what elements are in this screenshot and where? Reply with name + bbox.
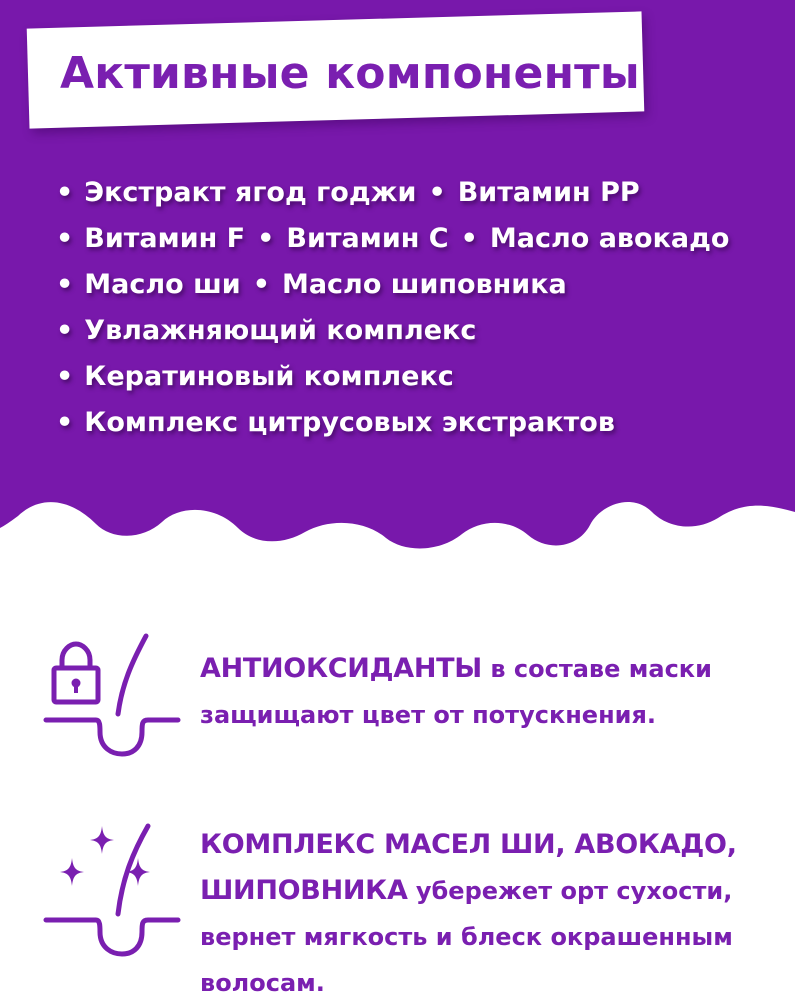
ingredient-line <box>56 308 729 354</box>
feature-highlight: АНТИОКСИДАНТЫ <box>200 653 482 684</box>
ingredient-line <box>56 216 729 262</box>
page-title: Активные компоненты <box>60 48 640 99</box>
feature-line <box>200 692 712 738</box>
feature-body: в составе маски <box>481 655 712 683</box>
ingredient-line <box>56 400 729 446</box>
ingredient-item: Комплекс цитрусовых экстрактов <box>84 407 615 438</box>
ingredient-item: Масло шиповника <box>281 269 567 300</box>
feature-text <box>200 822 737 1006</box>
feature-body: защищают цвет от потускнения. <box>200 701 657 729</box>
ingredient-item: Кератиновый комплекс <box>84 361 454 392</box>
ingredient-item: Масло авокадо <box>489 223 730 254</box>
feature-text <box>200 646 712 738</box>
bullet-icon: • <box>56 177 74 208</box>
lock-hair-icon <box>38 628 188 758</box>
ingredient-item: Витамин С <box>286 223 449 254</box>
bullet-icon: • <box>252 269 270 300</box>
feature-line <box>200 822 737 868</box>
ingredient-line <box>56 354 729 400</box>
feature-line <box>200 914 737 960</box>
feature-line <box>200 960 737 1006</box>
ingredient-list <box>56 170 729 446</box>
bullet-icon: • <box>56 315 74 346</box>
feature-line <box>200 646 712 692</box>
sparkle-hair-icon <box>38 822 188 962</box>
feature-highlight: ШИПОВНИКА <box>200 875 408 906</box>
bullet-icon: • <box>460 223 478 254</box>
bullet-icon: • <box>56 407 74 438</box>
ingredient-line <box>56 170 729 216</box>
ingredient-item: Экстракт ягод годжи <box>84 177 417 208</box>
bullet-icon: • <box>257 223 275 254</box>
bullet-icon: • <box>56 223 74 254</box>
feature-oils-complex <box>0 812 795 1000</box>
ingredient-line <box>56 262 729 308</box>
bullet-icon: • <box>56 269 74 300</box>
feature-highlight: КОМПЛЕКС МАСЕЛ ШИ, АВОКАДО, <box>200 829 737 860</box>
ingredient-item: Витамин PP <box>457 177 640 208</box>
ingredient-item: Масло ши <box>84 269 241 300</box>
ingredient-item: Увлажняющий комплекс <box>84 315 477 346</box>
feature-body: вернет мягкость и блеск окрашенным <box>200 923 733 951</box>
bullet-icon: • <box>428 177 446 208</box>
feature-antioxidants <box>0 620 795 760</box>
ingredient-item: Витамин F <box>84 223 246 254</box>
feature-body: волосам. <box>200 969 325 997</box>
feature-line <box>200 868 737 914</box>
feature-body: убережет орт сухости, <box>407 877 733 905</box>
bullet-icon: • <box>56 361 74 392</box>
